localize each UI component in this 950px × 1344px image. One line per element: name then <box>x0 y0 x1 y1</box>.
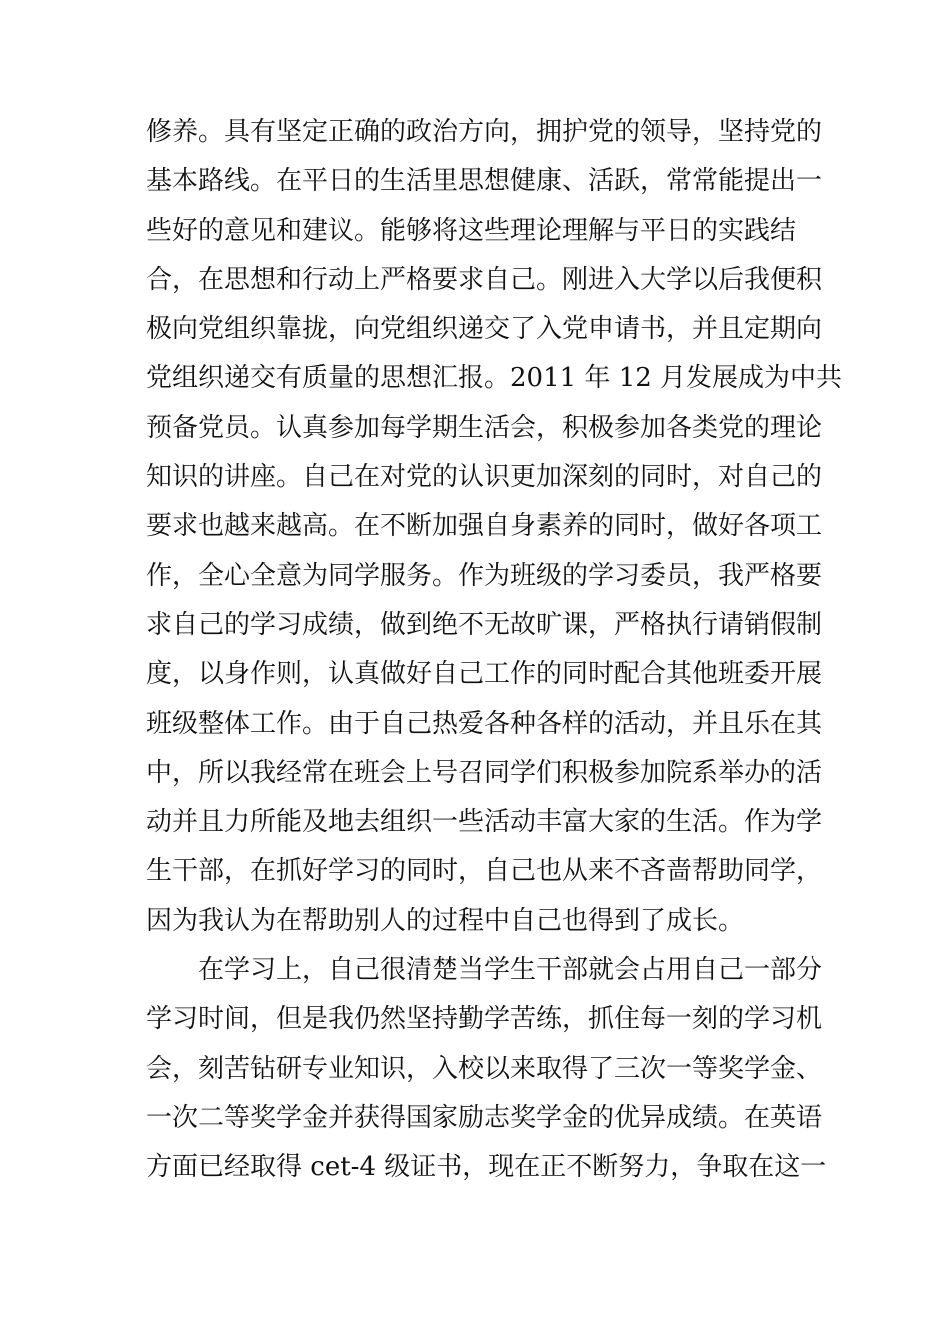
text-line: 作，全心全意为同学服务。作为班级的学习委员，我严格要 <box>146 560 823 591</box>
text-line: 方面已经取得 cet-4 级证书，现在正不断努力，争取在这一 <box>146 1152 827 1183</box>
text-line: 因为我认为在帮助别人的过程中自己也得到了成长。 <box>146 905 745 936</box>
text-line: 学习时间，但是我仍然坚持勤学苦练，抓住每一刻的学习机 <box>146 1004 823 1035</box>
text-line: 基本路线。在平日的生活里思想健康、活跃，常常能提出一 <box>146 166 823 197</box>
text-line: 知识的讲座。自己在对党的认识更加深刻的同时，对自己的 <box>146 462 823 493</box>
text-line: 在学习上，自己很清楚当学生干部就会占用自己一部分 <box>146 955 823 986</box>
text-line: 党组织递交有质量的思想汇报。2011 年 12 月发展成为中共 <box>146 363 843 394</box>
text-line: 班级整体工作。由于自己热爱各种各样的活动，并且乐在其 <box>146 708 823 739</box>
text-line: 动并且力所能及地去组织一些活动丰富大家的生活。作为学 <box>146 807 823 838</box>
text-line: 预备党员。认真参加每学期生活会，积极参加各类党的理论 <box>146 412 823 443</box>
text-line: 些好的意见和建议。能够将这些理论理解与平日的实践结 <box>146 215 797 246</box>
text-line: 生干部，在抓好学习的同时，自己也从来不吝啬帮助同学， <box>146 856 823 887</box>
text-line: 会，刻苦钻研专业知识，入校以来取得了三次一等奖学金、 <box>146 1053 823 1084</box>
text-line: 要求也越来越高。在不断加强自身素养的同时，做好各项工 <box>146 511 823 542</box>
text-line: 度，以身作则，认真做好自己工作的同时配合其他班委开展 <box>146 659 823 690</box>
text-line: 合，在思想和行动上严格要求自己。刚进入大学以后我便积 <box>146 264 823 295</box>
text-line: 极向党组织靠拢，向党组织递交了入党申请书，并且定期向 <box>146 314 823 345</box>
text-line: 一次二等奖学金并获得国家励志奖学金的优异成绩。在英语 <box>146 1102 823 1133</box>
text-line: 中，所以我经常在班会上号召同学们积极参加院系举办的活 <box>146 757 823 788</box>
body-text <box>146 108 846 1193</box>
text-line: 求自己的学习成绩，做到绝不无故旷课，严格执行请销假制 <box>146 609 823 640</box>
text-line: 修养。具有坚定正确的政治方向，拥护党的领导，坚持党的 <box>146 117 823 147</box>
